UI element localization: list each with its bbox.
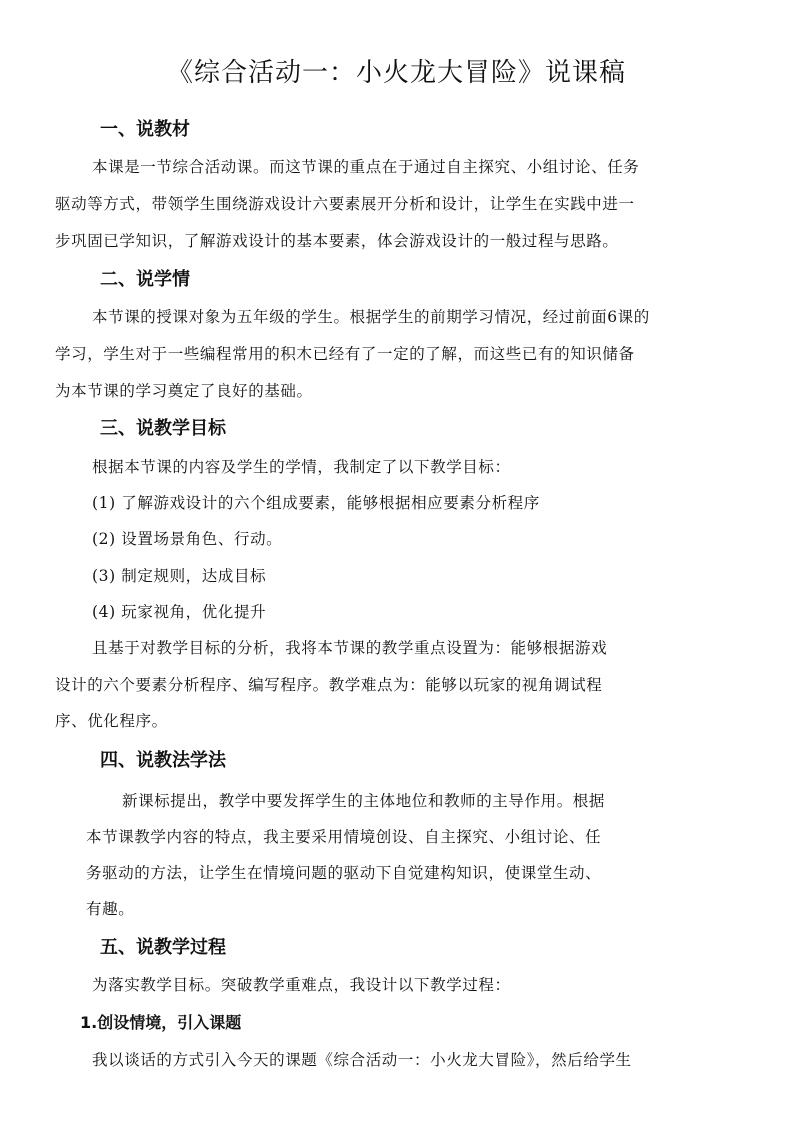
section-heading-learners: 二、说学情 — [100, 269, 190, 290]
section-heading-goals: 三、说教学目标 — [100, 418, 226, 439]
paragraph-line: 本节课教学内容的特点，我主要采用情境创设、自主探究、小组讨论、任 — [86, 828, 602, 846]
document-title: 《综合活动一：小火龙大冒险》说课稿 — [166, 58, 626, 88]
goal-item: (3) 制定规则，达成目标 — [92, 567, 267, 585]
paragraph-line: 且基于对教学目标的分析，我将本节课的教学重点设置为：能够根据游戏 — [92, 639, 608, 657]
goal-item: (4) 玩家视角，优化提升 — [92, 603, 267, 621]
section-heading-methods: 四、说教法学法 — [100, 750, 226, 771]
paragraph-line: 本课是一节综合活动课。而这节课的重点在于通过自主探究、小组讨论、任务 — [92, 158, 640, 176]
goal-item: (2) 设置场景角色、行动。 — [92, 530, 283, 548]
paragraph-line: 本节课的授课对象为五年级的学生。根据学生的前期学习情况，经过前面6课的 — [92, 308, 650, 326]
paragraph-line: 序、优化程序。 — [55, 712, 168, 730]
paragraph-line: 设计的六个要素分析程序、编写程序。教学难点为：能够以玩家的视角调试程 — [55, 676, 603, 694]
goals-intro: 根据本节课的内容及学生的学情，我制定了以下教学目标： — [92, 458, 511, 476]
paragraph-line: 驱动等方式，带领学生围绕游戏设计六要素展开分析和设计，让学生在实践中进一 — [55, 195, 635, 213]
paragraph-line: 学习，学生对于一些编程常用的积木已经有了一定的了解，而这些已有的知识储备 — [55, 345, 635, 363]
paragraph-line: 新课标提出，教学中要发挥学生的主体地位和教师的主导作用。根据 — [122, 792, 606, 810]
paragraph-line: 有趣。 — [86, 900, 135, 918]
process-intro: 为落实教学目标。突破教学重难点，我设计以下教学过程： — [92, 976, 511, 994]
section-heading-textbook: 一、说教材 — [100, 119, 190, 140]
paragraph-line: 步巩固已学知识，了解游戏设计的基本要素，体会游戏设计的一般过程与思路。 — [55, 232, 619, 250]
paragraph-line: 我以谈话的方式引入今天的课题《综合活动一：小火龙大冒险》，然后给学生 — [92, 1051, 632, 1069]
paragraph-line: 为本节课的学习奠定了良好的基础。 — [55, 382, 313, 400]
step-heading: 1.创设情境，引入课题 — [80, 1013, 242, 1032]
paragraph-line: 务驱动的方法，让学生在情境问题的驱动下自觉建构知识，使课堂生动、 — [86, 864, 602, 882]
goal-item: (1) 了解游戏设计的六个组成要素，能够根据相应要素分析程序 — [92, 494, 540, 512]
section-heading-process: 五、说教学过程 — [100, 937, 226, 958]
